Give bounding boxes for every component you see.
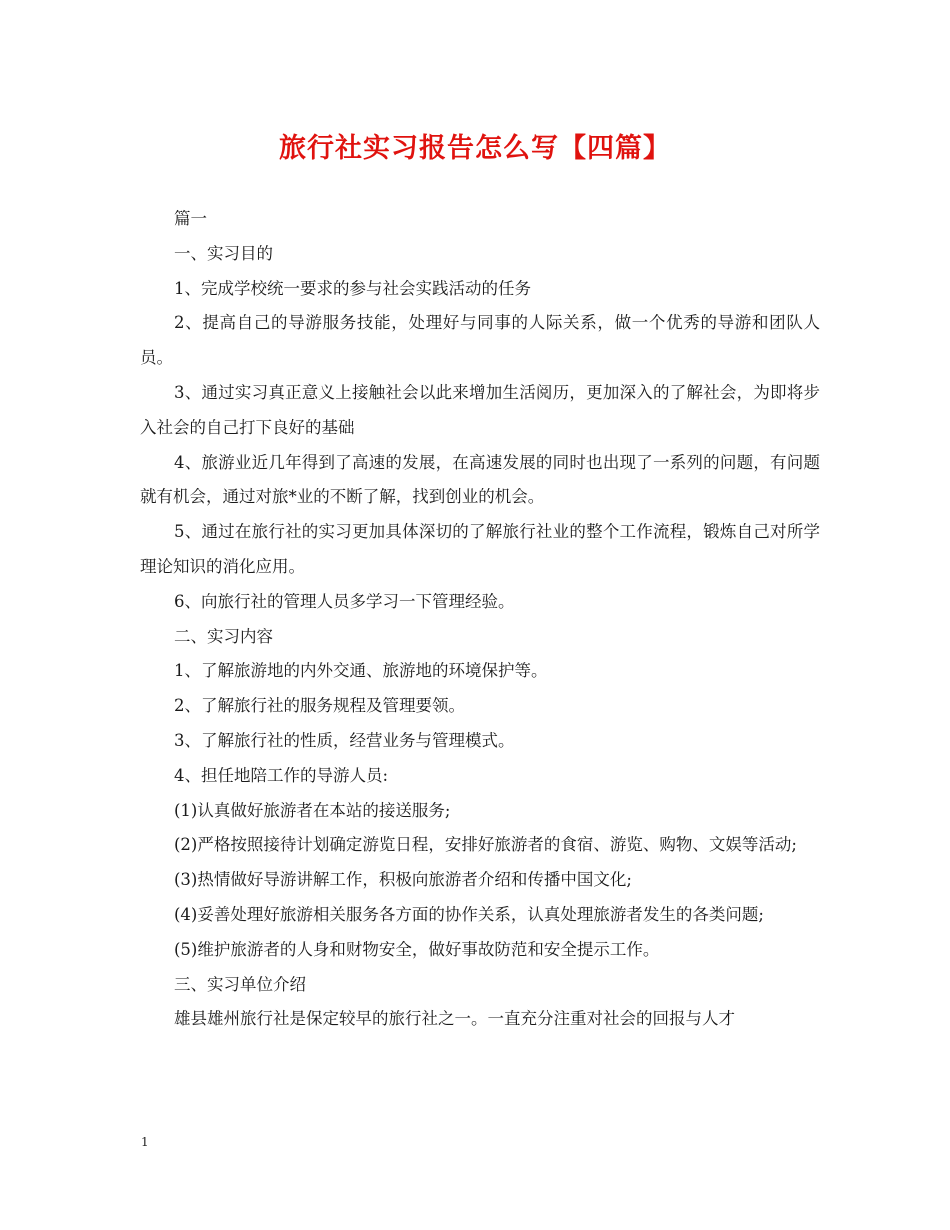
heading-internship-content: 二、实习内容	[174, 626, 273, 646]
heading-internship-purpose: 一、实习目的	[174, 243, 273, 263]
paragraph: 2、提高自己的导游服务技能，处理好与同事的人际关系，做一个优秀的导游和团队人员。	[140, 313, 820, 368]
paragraph: (5)维护旅游者的人身和财物安全，做好事故防范和安全提示工作。	[174, 939, 660, 959]
paragraph: 4、旅游业近几年得到了高速的发展，在高速发展的同时也出现了一系列的问题，有问题就有机会，通过对旅*业的不断了解，找到创业的机会。	[140, 452, 820, 507]
paragraph: 1、完成学校统一要求的参与社会实践活动的任务	[174, 278, 531, 298]
paragraph: 3、了解旅行社的性质，经营业务与管理模式。	[174, 730, 515, 750]
document-title: 旅行社实习报告怎么写【四篇】	[279, 133, 671, 164]
paragraph: (1)认真做好旅游者在本站的接送服务;	[174, 800, 451, 820]
paragraph: (2)严格按照接待计划确定游览日程，安排好旅游者的食宿、游览、购物、文娱等活动;	[174, 835, 797, 855]
paragraph-section-label: 篇一	[174, 209, 207, 228]
page-number: 1	[141, 1135, 149, 1149]
paragraph: 雄县雄州旅行社是保定较早的旅行社之一。一直充分注重对社会的回报与人才	[174, 1009, 735, 1029]
paragraph: 3、通过实习真正意义上接触社会以此来增加生活阅历，更加深入的了解社会，为即将步入社会的自己打下良好的基础	[140, 382, 820, 437]
paragraph: 4、担任地陪工作的导游人员:	[174, 765, 389, 785]
paragraph: 1、了解旅游地的内外交通、旅游地的环境保护等。	[174, 661, 548, 681]
paragraph: 6、向旅行社的管理人员多学习一下管理经验。	[174, 591, 515, 611]
paragraph: (4)妥善处理好旅游相关服务各方面的协作关系，认真处理旅游者发生的各类问题;	[174, 904, 764, 924]
paragraph: 2、了解旅行社的服务规程及管理要领。	[174, 696, 465, 716]
paragraph: 5、通过在旅行社的实习更加具体深切的了解旅行社业的整个工作流程，锻炼自己对所学理论知识的消化应用。	[140, 522, 820, 576]
paragraph: (3)热情做好导游讲解工作，积极向旅游者介绍和传播中国文化;	[174, 870, 632, 890]
document-body	[140, 202, 820, 1037]
heading-unit-introduction: 三、实习单位介绍	[174, 974, 306, 994]
